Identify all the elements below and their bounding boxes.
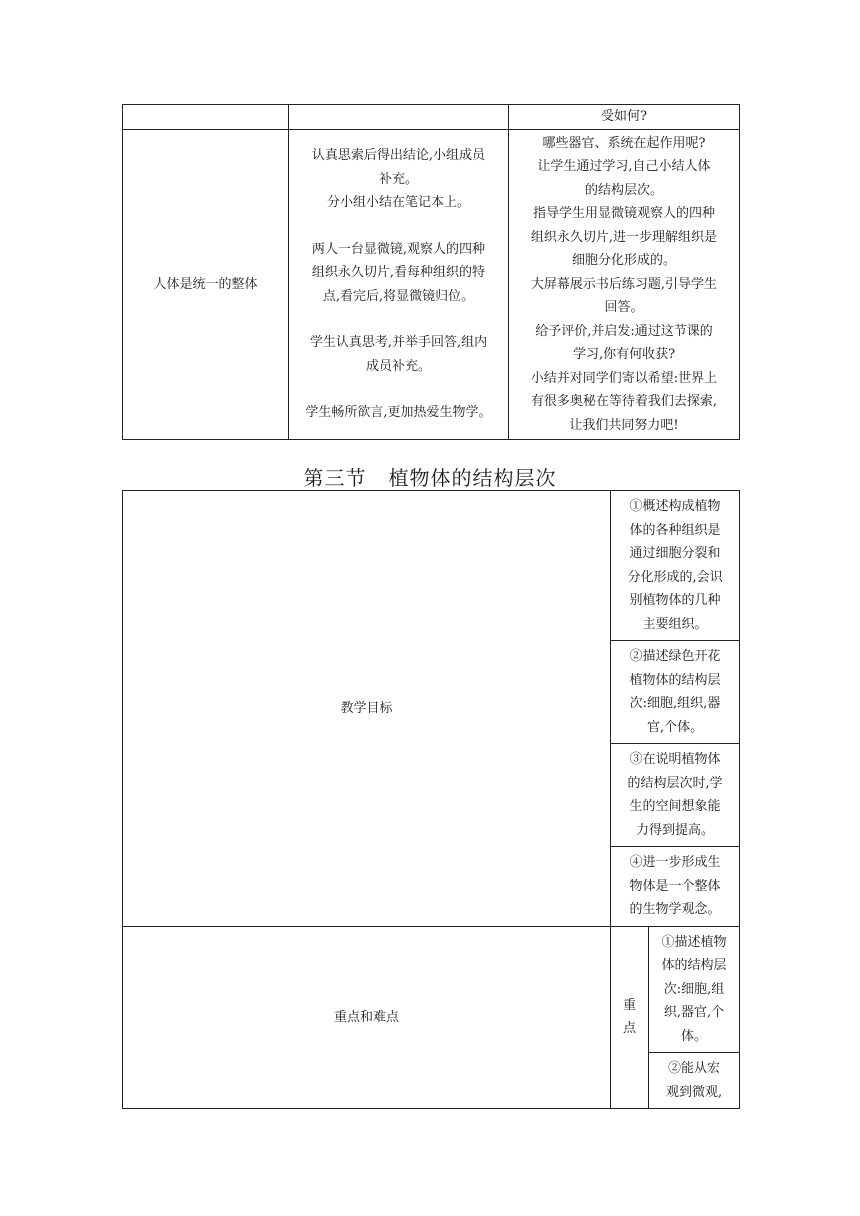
student-activity-line: 认真思索后得出结论,小组成员 xyxy=(311,148,486,163)
section-number: 第三节 xyxy=(303,466,367,490)
student-activity-block xyxy=(293,191,504,215)
key-point-line: 次:细胞,组 xyxy=(663,981,725,997)
teacher-activity-line: 组织永久切片,进一步理解组织是 xyxy=(530,229,718,245)
section-name: 植物体的结构层次 xyxy=(388,466,557,490)
goal-line: ②描述绿色开花 xyxy=(629,649,721,664)
goal-line: ③在说明植物体 xyxy=(629,752,721,767)
goal-item xyxy=(611,491,740,641)
teacher-activity-line: 让学生通过学习,自己小结人体 xyxy=(537,159,711,174)
teacher-activity-line: 让我们共同努力吧! xyxy=(569,417,679,433)
teaching-goals-table xyxy=(122,490,740,1109)
topic-cell xyxy=(123,129,289,440)
goal-item xyxy=(611,744,740,847)
student-activity-line: 学生畅所欲言,更加热爱生物学。 xyxy=(305,405,492,420)
teacher-activity-line: 的结构层次。 xyxy=(584,182,663,198)
student-activity-line: 点,看完后,将显微镜归位。 xyxy=(322,288,475,304)
goal-line: 的结构层次时,学 xyxy=(627,775,723,791)
goals-label: 教学目标 xyxy=(340,700,393,716)
student-activity-block xyxy=(293,144,504,191)
student-activity-line: 学生认真思考,并举手回答,组内 xyxy=(309,335,488,350)
key-point-line: 织,器官,个 xyxy=(663,1005,725,1020)
key-point-line: ①描述植物 xyxy=(661,934,727,950)
teacher-activity-line: 有很多奥秘在等待着我们去探索, xyxy=(530,394,718,409)
teacher-activity-line: 细胞分化形成的。 xyxy=(571,253,676,268)
teacher-activity-line: 大屏幕展示书后练习题,引导学生 xyxy=(530,276,718,292)
student-activity-line: 补充。 xyxy=(378,171,418,187)
goal-line: 体的各种组织是 xyxy=(629,522,721,538)
key-point-line: 体的结构层 xyxy=(661,958,727,973)
goal-item xyxy=(611,847,740,927)
section-heading xyxy=(0,462,860,491)
key-point-line: 体。 xyxy=(681,1028,708,1044)
empty-cell xyxy=(289,105,509,130)
student-activity-line: 两人一台显微镜,观察人的四种 xyxy=(311,241,486,257)
key-points-label: 重点和难点 xyxy=(333,1009,399,1025)
topic-label: 人体是统一的整体 xyxy=(153,276,258,292)
key-sub-label-cell xyxy=(611,926,649,1109)
student-activity-line: 组织永久切片,看每种组织的特 xyxy=(311,265,486,280)
goal-line: 的生物学观念。 xyxy=(629,902,721,917)
teacher-activity-line: 回答。 xyxy=(604,300,644,315)
key-point-item xyxy=(649,1053,740,1109)
teacher-activity-line: 哪些器官、系统在起作用呢? xyxy=(542,135,706,151)
goal-line: 植物体的结构层 xyxy=(629,672,721,688)
key-point-line: 观到微观, xyxy=(665,1084,723,1100)
goal-line: 分化形成的,会识 xyxy=(627,569,723,585)
teacher-activity-line: 指导学生用显微镜观察人的四种 xyxy=(532,206,715,221)
goal-line: 力得到提高。 xyxy=(636,822,715,838)
lesson-activity-table xyxy=(122,104,740,440)
goal-line: ①概述构成植物 xyxy=(629,499,721,514)
goal-line: 次:细胞,组织,器 xyxy=(629,696,721,711)
student-activity-block xyxy=(293,331,504,378)
continued-text: 受如何? xyxy=(601,109,647,124)
key-point-item xyxy=(649,926,740,1053)
empty-cell xyxy=(123,105,289,130)
key-point-line: ②能从宏 xyxy=(668,1061,721,1076)
student-activity-block xyxy=(293,238,504,309)
student-activity-block xyxy=(293,401,504,425)
goal-line: 主要组织。 xyxy=(642,616,708,632)
goal-line: ④进一步形成生 xyxy=(629,855,721,870)
goal-line: 别植物体的几种 xyxy=(629,593,721,608)
key-points-label-cell xyxy=(123,926,611,1109)
goal-line: 通过细胞分裂和 xyxy=(629,546,721,561)
teacher-activity-line: 小结并对同学们寄以希望:世界上 xyxy=(530,370,718,386)
goal-line: 官,个体。 xyxy=(646,719,704,735)
key-sub-label: 重点 xyxy=(622,997,636,1037)
goals-label-cell xyxy=(123,491,611,927)
student-activity-line: 分小组小结在笔记本上。 xyxy=(326,195,470,210)
goal-line: 生的空间想象能 xyxy=(629,799,721,814)
student-activity-cell xyxy=(289,129,509,440)
student-activity-line: 成员补充。 xyxy=(365,358,431,374)
continued-text-cell xyxy=(509,105,740,130)
goal-line: 物体是一个整体 xyxy=(629,878,721,894)
goal-item xyxy=(611,641,740,744)
teacher-activity-line: 学习,你有何收获? xyxy=(572,347,676,362)
teacher-activity-line: 给予评价,并启发:通过这节课的 xyxy=(535,323,713,339)
teacher-activity-cell xyxy=(509,129,740,440)
